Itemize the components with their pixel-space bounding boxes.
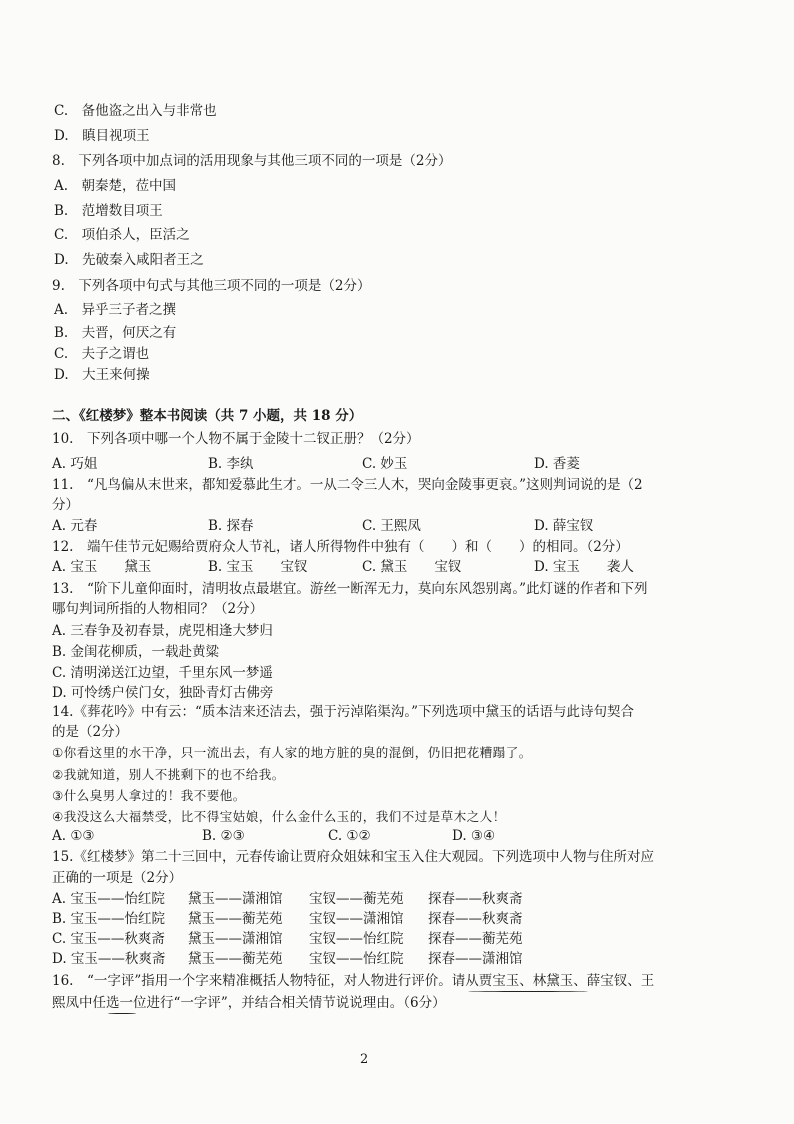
q15-d-baoyu: D. 宝玉——秋爽斋 [52,951,166,967]
q9-option-c: C. 夫子之谓也 [54,346,150,362]
q12-options [52,558,752,576]
q15-a-daiyu: 黛玉——潇湘馆 [188,891,283,907]
q11-stem-line1: 11. “凡鸟偏从末世来，都知爱慕此生才。一从二令三人木，哭向金陵事更哀。”这则判词说的是（2 [52,477,643,493]
q11-option-b: B. 探春 [208,518,254,534]
q15-d-tanchun: 探春——潇湘馆 [428,951,523,967]
q15-d-baochai: 宝钗——怡红院 [309,951,404,967]
q11-options [52,517,752,535]
q14-option-b: B. ②③ [202,828,245,844]
q12-option-b: B. 宝玉 宝钗 [208,559,308,575]
q11-stem-line2: 分） [52,497,79,513]
q13-stem-line2: 哪句判词所指的人物相同？（2分） [52,601,264,617]
q9-option-a: A. 异乎三子者之撰 [54,302,177,318]
section-heading: 二、《红楼梦》整本书阅读（共 7 小题，共 18 分） [52,408,363,424]
q15-a-tanchun: 探春——秋爽斋 [428,891,523,907]
q10-options [52,455,752,473]
q8-stem: 8. 下列各项中加点词的活用现象与其他三项不同的一项是（2分） [52,153,452,169]
q14-item-3: ③什么臭男人拿过的！我不要他。 [52,788,246,803]
q13-option-c: C. 清明涕送江边望，千里东风一梦遥 [52,665,273,681]
q10-stem: 10. 下列各项中哪一个人物不属于金陵十二钗正册？（2分） [52,431,420,447]
q15-c-baochai: 宝钗——怡红院 [309,931,404,947]
q15-b-daiyu: 黛玉——蘅芜苑 [188,911,283,927]
q16-stem-line1: 16. “一字评”指用一个字来精准概括人物特征，对人物进行评价。请从贾宝玉、林黛玉、薛宝钗、王 [52,973,655,989]
q16-stem-line2: 熙凤中任选一位进行“一字评”，并结合相关情节说说理由。（6分） [52,995,446,1011]
q11-option-a: A. 元春 [52,518,98,534]
q15-stem-line1: 15.《红楼梦》第二十三回中，元春传谕让贾府众姐妹和宝玉入住大观园。下列选项中人物与住所对应 [52,849,654,865]
q8-option-b: B. 范增数目项王 [54,203,163,219]
q9-option-b: B. 夫晋，何厌之有 [54,325,177,341]
q15-c-baoyu: C. 宝玉——秋爽斋 [52,931,165,947]
q13-option-d: D. 可怜绣户侯门女，独卧青灯古佛旁 [52,685,274,701]
q10-option-d: D. 香菱 [534,456,580,472]
q15-b-tanchun: 探春——秋爽斋 [428,911,523,927]
q15-stem-line2: 正确的一项是（2分） [52,870,183,886]
q9-option-d: D. 大王来何操 [54,367,150,383]
q10-option-b: B. 李纨 [208,456,254,472]
q13-option-b: B. 金闺花柳质，一载赴黄粱 [52,644,220,660]
q14-option-c: C. ①② [328,828,371,844]
q11-option-d: D. 薛宝钗 [534,518,594,534]
q10-option-a: A. 巧姐 [52,456,98,472]
q10-option-c: C. 妙玉 [362,456,408,472]
q14-options [52,827,752,845]
handwritten-underline [468,991,588,992]
q8-option-d: D. 先破秦入咸阳者王之 [54,252,204,268]
q13-option-a: A. 三春争及初春景，虎兕相逢大梦归 [52,623,273,639]
q15-c-daiyu: 黛玉——潇湘馆 [188,931,283,947]
q12-option-d: D. 宝玉 袭人 [534,559,634,575]
q9-stem: 9. 下列各项中句式与其他三项不同的一项是（2分） [52,278,371,294]
page-number: 2 [360,1052,369,1067]
q15-c-tanchun: 探春——蘅芜苑 [428,931,523,947]
q15-a-baochai: 宝钗——蘅芜苑 [309,891,404,907]
q15-a-baoyu: A. 宝玉——怡红院 [52,891,165,907]
q12-option-c: C. 黛玉 宝钗 [362,559,462,575]
q15-d-daiyu: 黛玉——蘅芜苑 [188,951,283,967]
handwritten-underline-2 [108,1013,136,1014]
q15-option-d [52,950,752,968]
q15-option-a [52,890,752,908]
q15-option-c [52,930,752,948]
q12-stem: 12. 端午佳节元妃赐给贾府众人节礼，诸人所得物件中独有（ ）和（ ）的相同。（2分） [52,539,629,555]
q11-option-c: C. 王熙凤 [362,518,421,534]
q15-option-b [52,910,752,928]
q8-option-a: A. 朝秦楚，莅中国 [54,178,177,194]
q8-option-c: C. 项伯杀人，臣活之 [54,227,190,243]
q7-option-c: C. 备他盗之出入与非常也 [54,103,217,119]
q13-stem-line1: 13. “阶下儿童仰面时，清明妆点最堪宜。游丝一断浑无力，莫向东风怨别离。”此灯谜的作者和下列 [52,581,648,597]
q14-option-a: A. ①③ [52,828,95,844]
q14-item-2: ②我就知道，别人不挑剩下的也不给我。 [52,767,285,782]
q15-b-baochai: 宝钗——潇湘馆 [309,911,404,927]
q7-option-d: D. 瞋目视项王 [54,128,150,144]
q14-stem-line2: 的是（2分） [52,724,129,740]
q14-item-1: ①你看这里的水干净，只一流出去，有人家的地方脏的臭的混倒，仍旧把花糟蹋了。 [52,745,532,760]
q12-option-a: A. 宝玉 黛玉 [52,559,152,575]
q14-item-4: ④我没这么大福禁受，比不得宝姑娘，什么金什么玉的，我们不过是草木之人！ [52,809,506,824]
q15-b-baoyu: B. 宝玉——怡红院 [52,911,166,927]
q14-stem-line1: 14.《葬花吟》中有云：“质本洁来还洁去，强于污淖陷渠沟。”下列选项中黛玉的话语与此诗句契合 [52,704,635,720]
q14-option-d: D. ③④ [452,828,496,844]
